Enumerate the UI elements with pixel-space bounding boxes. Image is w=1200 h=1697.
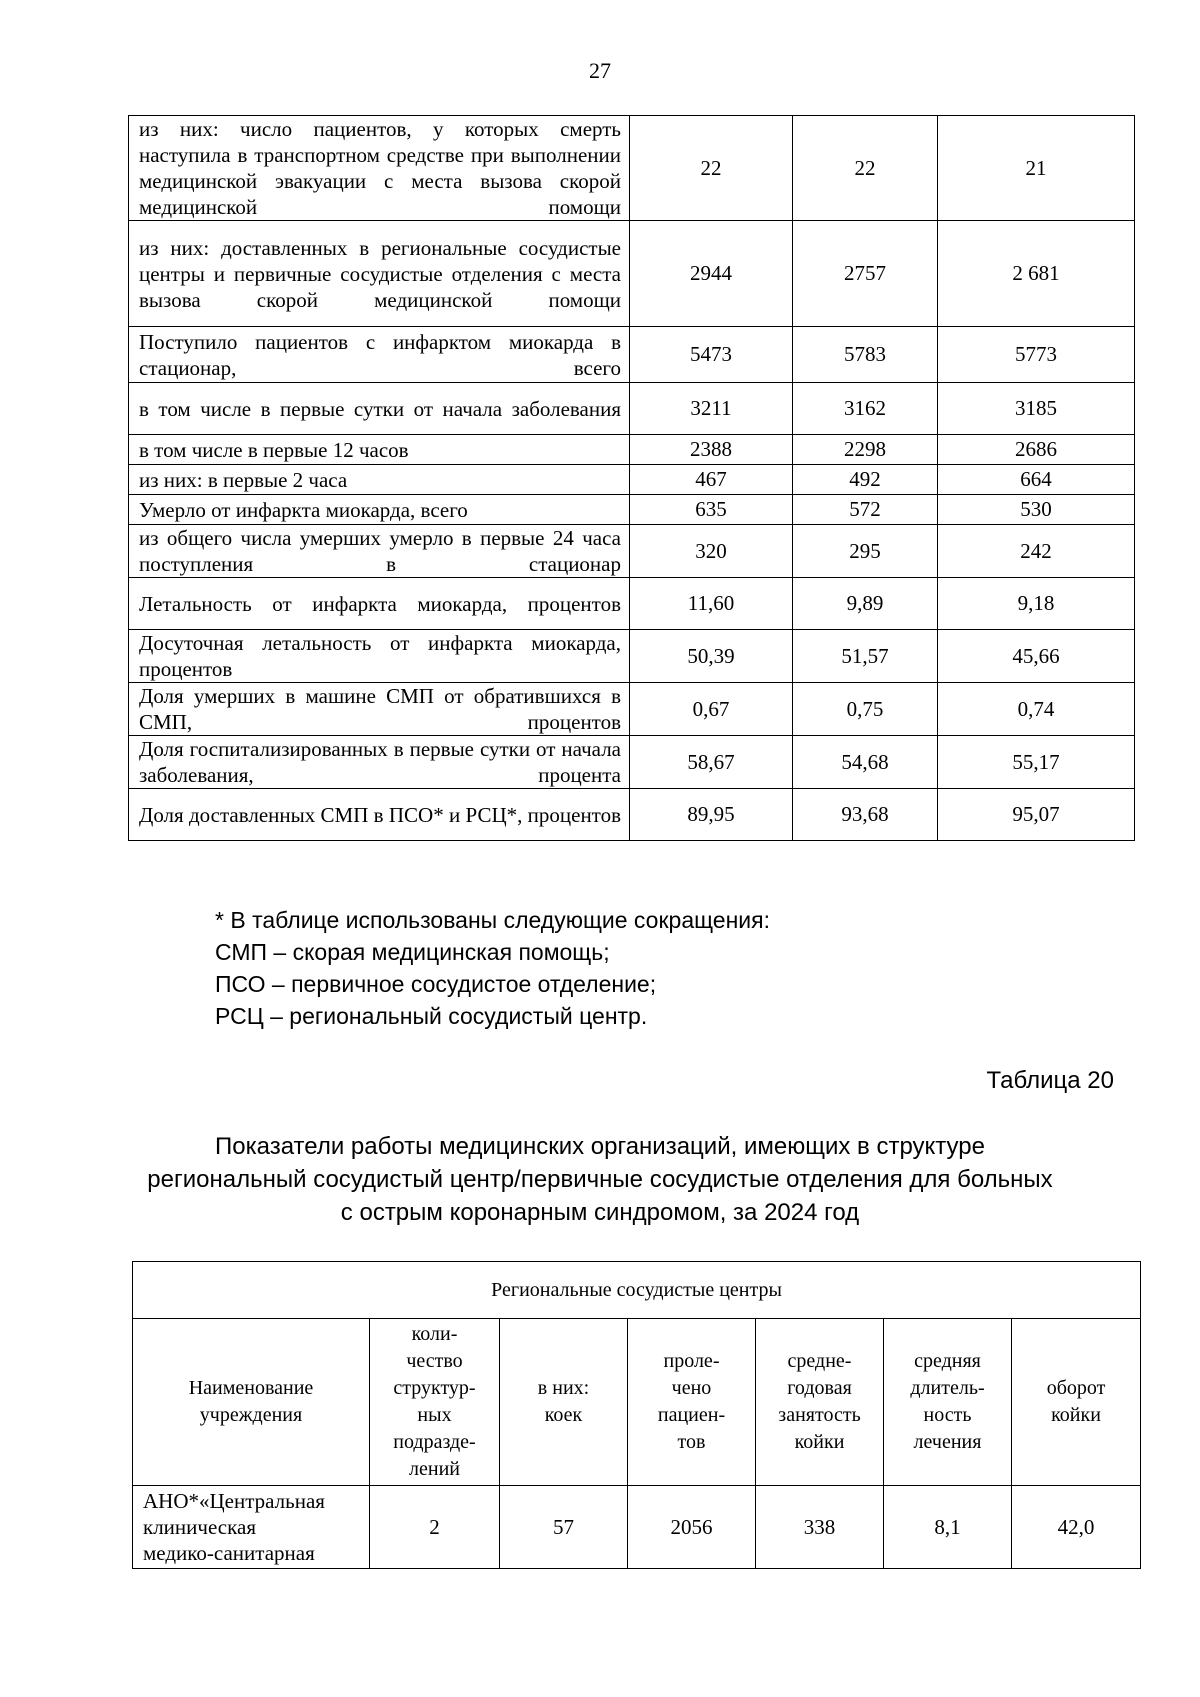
column-header bbox=[370, 1319, 500, 1486]
header-line: ность bbox=[923, 1404, 972, 1426]
header-line: средняя bbox=[914, 1350, 981, 1372]
name-line: медико-санитарная bbox=[143, 1541, 315, 1565]
row-value: 5473 bbox=[630, 327, 793, 383]
row-value: 2388 bbox=[630, 435, 793, 465]
group-title: Региональные сосудистые центры bbox=[133, 1262, 1141, 1319]
row-value: 2944 bbox=[630, 221, 793, 327]
row-value: 2 681 bbox=[938, 221, 1135, 327]
row-label: в том числе в первые 12 часов bbox=[129, 435, 630, 465]
row-label: Досуточная летальность от инфаркта миокарда, процентов bbox=[129, 630, 630, 683]
table-row bbox=[129, 435, 1135, 465]
row-value: 242 bbox=[938, 525, 1135, 578]
row-value: 58,67 bbox=[630, 736, 793, 789]
row-value: 89,95 bbox=[630, 789, 793, 841]
table-label: Таблица 20 bbox=[986, 1067, 1114, 1094]
table-row bbox=[129, 221, 1135, 327]
column-header bbox=[628, 1319, 756, 1486]
row-label: Поступило пациентов с инфарктом миокарда в стационар, всего bbox=[129, 327, 630, 383]
table-row bbox=[129, 116, 1135, 221]
row-value: 95,07 bbox=[938, 789, 1135, 841]
header-line: длитель- bbox=[910, 1377, 985, 1399]
row-value: 2757 bbox=[793, 221, 938, 327]
column-header bbox=[1012, 1319, 1141, 1486]
header-line: подразде- bbox=[393, 1431, 476, 1453]
row-value: 8,1 bbox=[884, 1486, 1012, 1569]
row-label: Летальность от инфаркта миокарда, процентов bbox=[129, 578, 630, 630]
row-value: 320 bbox=[630, 525, 793, 578]
row-value: 22 bbox=[793, 116, 938, 221]
header-line: тов bbox=[677, 1431, 706, 1453]
row-label: Доля умерших в машине СМП от обратившихся в СМП, процентов bbox=[129, 683, 630, 736]
row-value: 295 bbox=[793, 525, 938, 578]
row-value: 2298 bbox=[793, 435, 938, 465]
row-value: 11,60 bbox=[630, 578, 793, 630]
column-header bbox=[500, 1319, 628, 1486]
table-row bbox=[129, 683, 1135, 736]
row-label: в том числе в первые сутки от начала заболевания bbox=[129, 383, 630, 435]
note-line: ПСО – первичное сосудистое отделение; bbox=[215, 971, 657, 997]
table-row bbox=[129, 578, 1135, 630]
table-row bbox=[129, 495, 1135, 525]
row-value: 50,39 bbox=[630, 630, 793, 683]
row-value: 0,67 bbox=[630, 683, 793, 736]
caption-line: региональный сосудистый центр/первичные сосудистые отделения для больных bbox=[147, 1166, 1053, 1193]
header-line: чено bbox=[671, 1377, 712, 1399]
row-value: 2 bbox=[370, 1486, 500, 1569]
header-line: коли- bbox=[411, 1323, 458, 1345]
page-number: 27 bbox=[589, 58, 611, 83]
table-caption bbox=[100, 1130, 1100, 1229]
row-value: 57 bbox=[500, 1486, 628, 1569]
row-value: 9,89 bbox=[793, 578, 938, 630]
table-row bbox=[129, 383, 1135, 435]
table-row bbox=[129, 630, 1135, 683]
row-value: 0,75 bbox=[793, 683, 938, 736]
row-value: 572 bbox=[793, 495, 938, 525]
caption-line: Показатели работы медицинских организаций, имеющих в структуре bbox=[215, 1133, 985, 1160]
row-value: 51,57 bbox=[793, 630, 938, 683]
column-header bbox=[756, 1319, 884, 1486]
header-line: койки bbox=[794, 1431, 845, 1453]
row-value: 54,68 bbox=[793, 736, 938, 789]
row-value: 21 bbox=[938, 116, 1135, 221]
abbreviation-notes bbox=[215, 904, 770, 1032]
header-line: оборот bbox=[1046, 1377, 1106, 1399]
header-line: койки bbox=[1051, 1404, 1101, 1426]
caption-line: с острым коронарным синдромом, за 2024 год bbox=[340, 1199, 860, 1226]
row-value: 5773 bbox=[938, 327, 1135, 383]
row-label: из них: число пациентов, у которых смерть наступила в транспортном средстве при выполнении медицинской эвакуации с места вызова скорой медицинской помощи bbox=[129, 116, 630, 221]
note-line: СМП – скорая медицинская помощь; bbox=[215, 939, 610, 965]
table-row bbox=[129, 465, 1135, 495]
header-line: коек bbox=[544, 1404, 583, 1426]
row-value: 338 bbox=[756, 1486, 884, 1569]
row-value: 2686 bbox=[938, 435, 1135, 465]
header-line: учреждения bbox=[199, 1404, 303, 1426]
vascular-centers-table bbox=[132, 1261, 1141, 1569]
row-value: 492 bbox=[793, 465, 938, 495]
row-value: 22 bbox=[630, 116, 793, 221]
name-line: клиническая bbox=[143, 1515, 256, 1539]
column-header bbox=[133, 1319, 370, 1486]
header-line: структур- bbox=[393, 1377, 476, 1399]
header-line: годовая bbox=[787, 1377, 852, 1399]
header-line: ных bbox=[417, 1404, 452, 1426]
mi-indicators-table bbox=[128, 115, 1135, 841]
row-value: 3211 bbox=[630, 383, 793, 435]
table-row bbox=[129, 327, 1135, 383]
table-row bbox=[129, 525, 1135, 578]
row-value: 3162 bbox=[793, 383, 938, 435]
row-value: 93,68 bbox=[793, 789, 938, 841]
header-line: Наименование bbox=[188, 1377, 314, 1399]
row-value: 664 bbox=[938, 465, 1135, 495]
row-value: 530 bbox=[938, 495, 1135, 525]
row-label: Доля доставленных СМП в ПСО* и РСЦ*, процентов bbox=[129, 789, 630, 841]
table-row bbox=[129, 736, 1135, 789]
row-label: Умерло от инфаркта миокарда, всего bbox=[129, 495, 630, 525]
row-value: 0,74 bbox=[938, 683, 1135, 736]
row-label: из них: доставленных в региональные сосудистые центры и первичные сосудистые отделения с места вызова скорой медицинской помощи bbox=[129, 221, 630, 327]
row-value: 55,17 bbox=[938, 736, 1135, 789]
row-value: 9,18 bbox=[938, 578, 1135, 630]
row-label: из общего числа умерших умерло в первые 24 часа поступления в стационар bbox=[129, 525, 630, 578]
name-line: АНО*«Центральная bbox=[143, 1489, 325, 1513]
row-label: Доля госпитализированных в первые сутки от начала заболевания, процента bbox=[129, 736, 630, 789]
header-line: пациен- bbox=[657, 1404, 726, 1426]
header-line: средне- bbox=[787, 1350, 852, 1372]
row-value: 467 bbox=[630, 465, 793, 495]
note-line: * В таблице использованы следующие сокращения: bbox=[215, 907, 770, 933]
note-line: РСЦ – региональный сосудистый центр. bbox=[215, 1003, 648, 1029]
institution-name bbox=[133, 1486, 370, 1569]
row-value: 3185 bbox=[938, 383, 1135, 435]
header-row bbox=[133, 1319, 1141, 1486]
row-value: 635 bbox=[630, 495, 793, 525]
header-line: лений bbox=[409, 1458, 460, 1480]
header-line: лечения bbox=[913, 1431, 982, 1453]
table-row bbox=[133, 1486, 1141, 1569]
table-row bbox=[129, 789, 1135, 841]
row-value: 45,66 bbox=[938, 630, 1135, 683]
row-value: 2056 bbox=[628, 1486, 756, 1569]
header-line: занятость bbox=[778, 1404, 861, 1426]
row-value: 5783 bbox=[793, 327, 938, 383]
row-label: из них: в первые 2 часа bbox=[129, 465, 630, 495]
header-line: чество bbox=[406, 1350, 463, 1372]
header-line: в них: bbox=[537, 1377, 590, 1399]
header-line: проле- bbox=[663, 1350, 720, 1372]
row-value: 42,0 bbox=[1012, 1486, 1141, 1569]
column-header bbox=[884, 1319, 1012, 1486]
